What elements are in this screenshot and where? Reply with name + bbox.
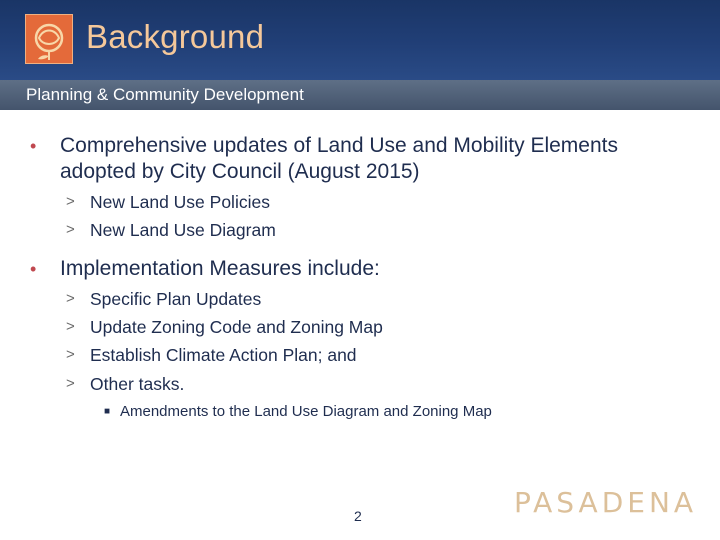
rose-logo-icon <box>25 14 73 64</box>
sub-sub-bullet-text: Amendments to the Land Use Diagram and Zoning Map <box>120 403 492 420</box>
sub-bullet-text: New Land Use Policies <box>90 192 270 212</box>
pasadena-wordmark: PASADENA <box>514 486 698 519</box>
page-number: 2 <box>354 508 362 524</box>
arrow-bullet-icon: > <box>66 290 75 307</box>
department-name: Planning & Community Development <box>26 85 304 104</box>
arrow-bullet-icon: > <box>66 221 75 238</box>
arrow-bullet-icon: > <box>66 318 75 335</box>
bullet-2 <box>30 256 650 282</box>
sub-bullet-text: Other tasks. <box>90 374 185 394</box>
bullet-dot-icon: • <box>30 259 37 279</box>
bullet-1-text: Comprehensive updates of Land Use and Mobility Elements adopted by City Council (August 2015) <box>60 134 618 183</box>
sub-bullet-text: Update Zoning Code and Zoning Map <box>90 317 383 337</box>
sub-bullet-text: Establish Climate Action Plan; and <box>90 345 357 365</box>
arrow-bullet-icon: > <box>66 193 75 210</box>
arrow-bullet-icon: > <box>66 375 75 392</box>
bullet-dot-icon: • <box>30 136 37 156</box>
sub-bullet-text: New Land Use Diagram <box>90 220 276 240</box>
slide-header <box>0 0 720 80</box>
bullet-2-text: Implementation Measures include: <box>60 257 380 280</box>
department-bar <box>0 80 720 110</box>
slide-title: Background <box>86 18 265 55</box>
bullet-1 <box>30 133 650 185</box>
square-bullet-icon: ■ <box>104 406 111 417</box>
sub-bullet-text: Specific Plan Updates <box>90 289 262 309</box>
arrow-bullet-icon: > <box>66 346 75 363</box>
